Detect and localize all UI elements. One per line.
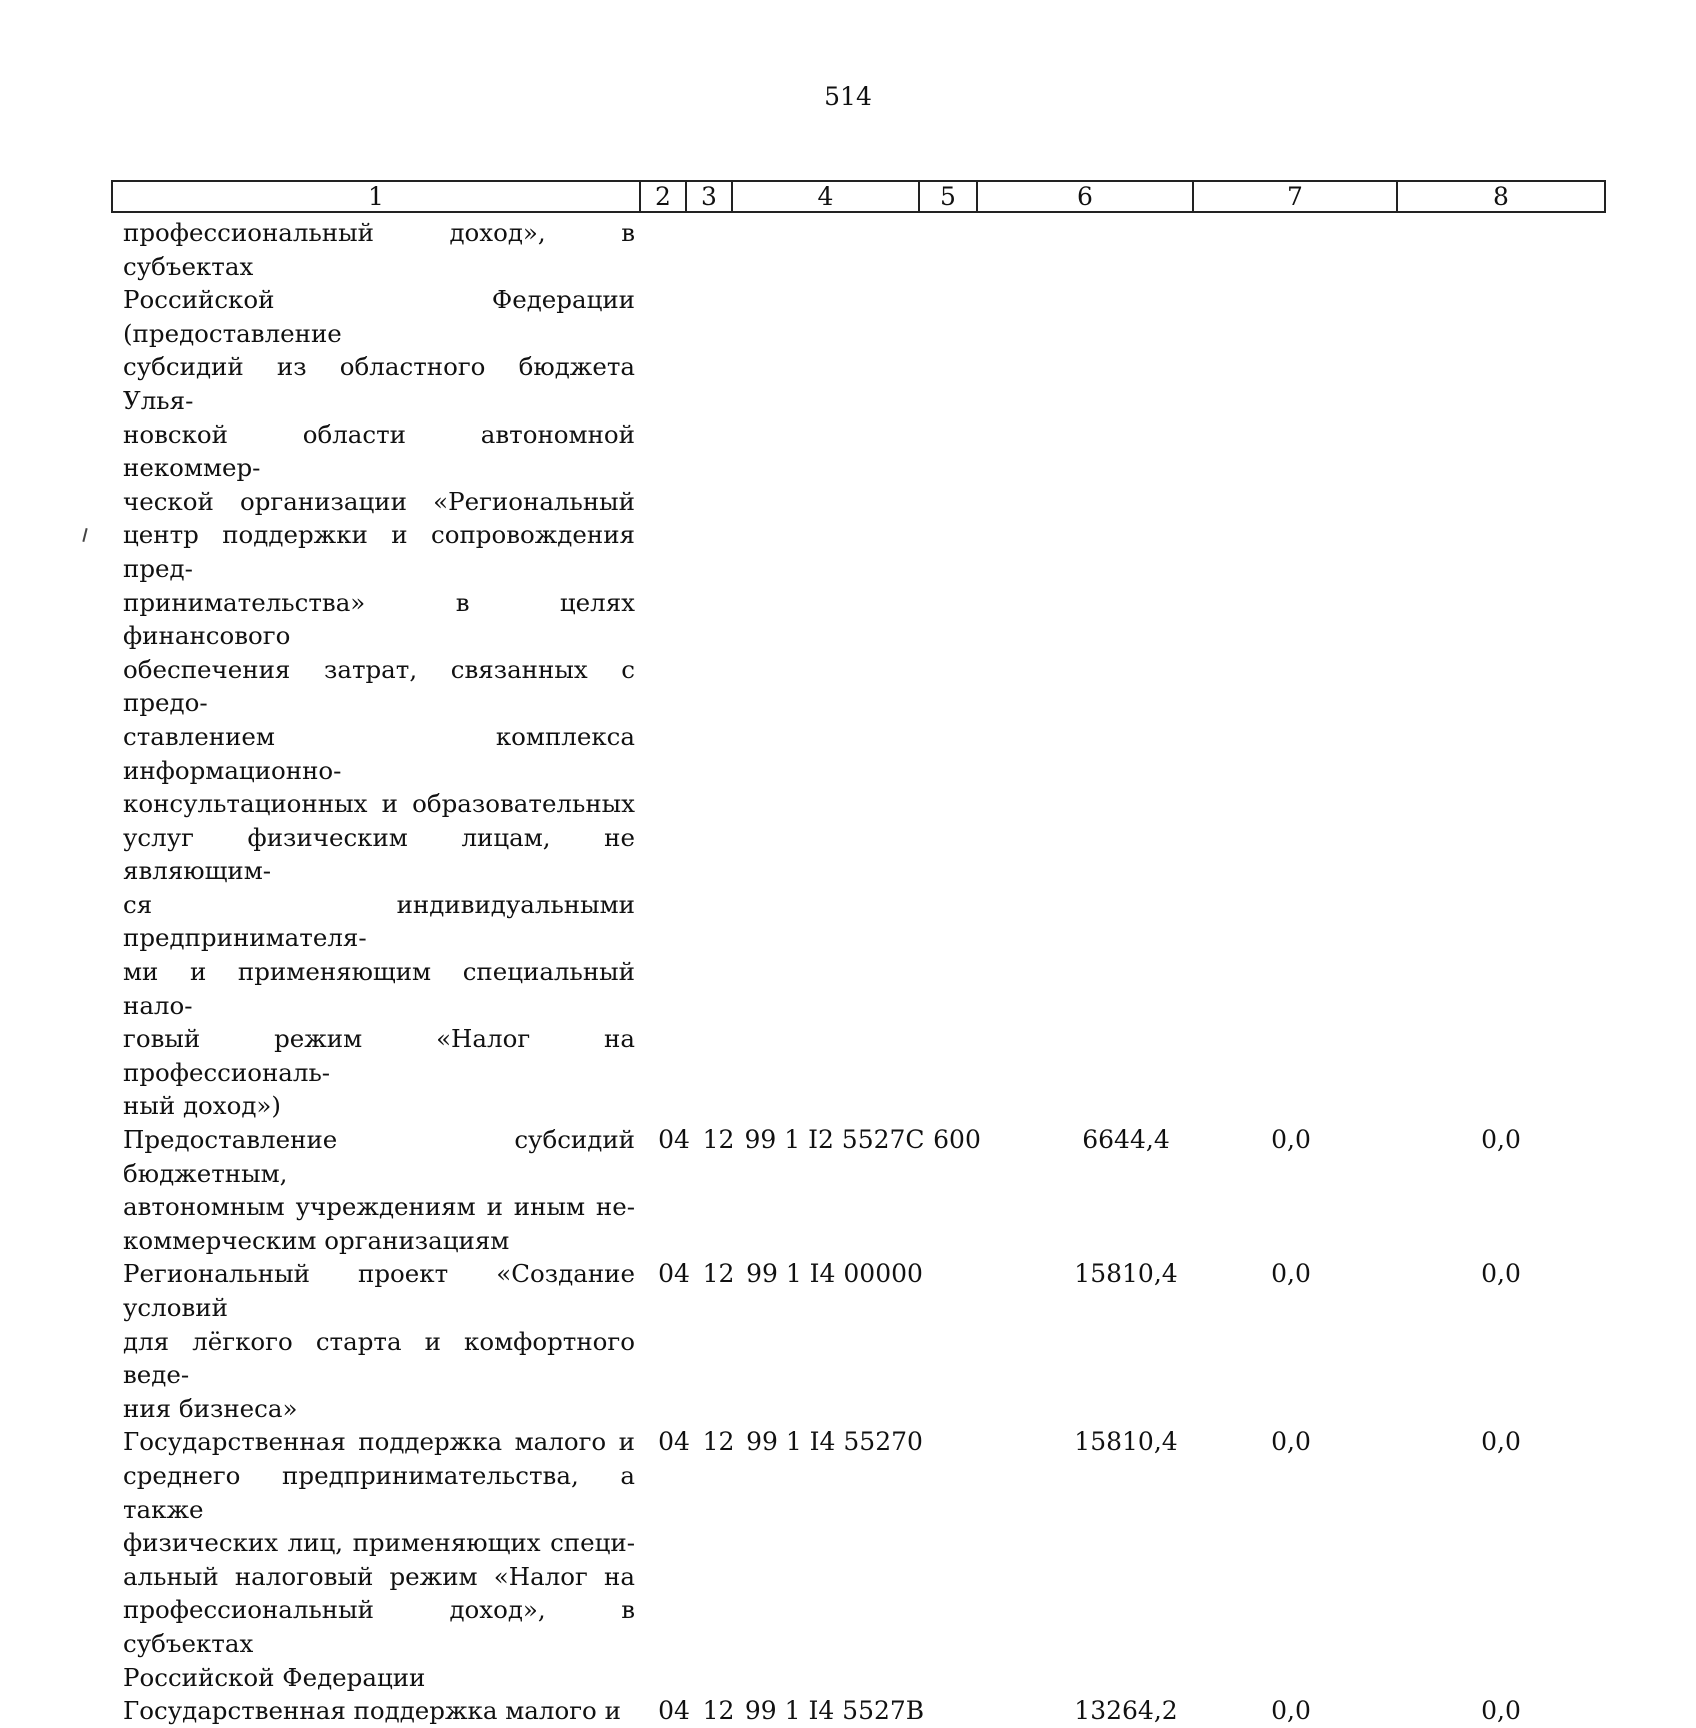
amount-col-7: 0,0 [1271,1125,1311,1155]
column-header-8: 8 [1397,181,1605,212]
description-line: профессиональный доход», в субъектах [123,1595,635,1658]
description-line: новской области автономной некоммер- [123,419,635,483]
description-line: Российской Федерации (предоставление [123,285,635,348]
description-line: субсидий из областного бюджета Улья- [123,352,635,415]
column-header-3: 3 [686,181,732,212]
column-header-4: 4 [732,181,919,212]
description-line: центр поддержки и сопровождения пред- [123,520,635,583]
target-article-code: 99 1 I4 5527В [744,1696,925,1726]
table-row [111,216,1604,1123]
table-row [111,1257,1604,1425]
description-line: альный налоговый режим «Налог на [123,1561,635,1591]
subsection-code: 12 [702,1125,735,1155]
column-header-2: 2 [640,181,686,212]
amount-col-6: 13264,2 [1074,1696,1178,1726]
row-description [123,1694,635,1728]
description-line: ставлением комплекса информационно- [123,721,635,785]
row-description [123,1257,635,1425]
subsection-code: 12 [702,1259,735,1289]
description-line: обеспечения затрат, связанных с предо- [123,654,635,718]
description-line: ся индивидуальными предпринимателя- [123,889,635,953]
section-code: 04 [658,1125,690,1155]
amount-col-8: 0,0 [1481,1696,1521,1726]
section-code: 04 [658,1696,690,1726]
column-header-5: 5 [919,181,977,212]
description-line: коммерческим организациям [123,1225,510,1255]
description-line: Российской Федерации [123,1662,426,1692]
amount-col-6: 15810,4 [1074,1427,1178,1457]
table-row [111,1425,1604,1694]
description-line: ния бизнеса» [123,1393,298,1423]
expense-type-code: 600 [933,1125,981,1155]
row-description [123,1123,635,1257]
page-number: 514 [824,82,872,111]
description-line: физических лиц, применяющих специ- [123,1528,635,1558]
section-code: 04 [658,1427,690,1457]
section-code: 04 [658,1259,690,1289]
subsection-code: 12 [702,1696,735,1726]
description-line: для лёгкого старта и комфортного веде- [123,1326,635,1390]
description-line: говый режим «Налог на профессиональ- [123,1024,635,1087]
column-header-7: 7 [1193,181,1397,212]
description-line: среднего предпринимательства, а также [123,1460,635,1524]
row-description [123,216,635,1123]
amount-col-7: 0,0 [1271,1696,1311,1726]
table-row [111,1694,1604,1728]
description-line: Государственная поддержка малого и [123,1427,635,1457]
description-line: ный доход») [123,1091,281,1121]
description-line: консультационных и образовательных [123,789,635,819]
subsection-code: 12 [702,1427,735,1457]
description-line: профессиональный доход», в субъектах [123,218,635,281]
amount-col-6: 6644,4 [1082,1125,1170,1155]
description-line: Предоставление субсидий бюджетным, [123,1125,635,1188]
target-article-code: 99 1 I4 00000 [746,1259,923,1289]
description-line: ми и применяющим специальный нало- [123,957,635,1020]
row-description [123,1425,635,1694]
table-row [111,1123,1604,1257]
description-line: услуг физическим лицам, не являющим- [123,822,635,886]
amount-col-8: 0,0 [1481,1427,1521,1457]
target-article-code: 99 1 I2 5527С [744,1125,925,1155]
description-line: Региональный проект «Создание условий [123,1259,635,1322]
target-article-code: 99 1 I4 55270 [746,1427,923,1457]
column-header-6: 6 [977,181,1193,212]
amount-col-7: 0,0 [1271,1259,1311,1289]
description-line: ческой организации «Региональный [123,486,635,516]
table-body [111,216,1604,1728]
table-header [111,180,1606,213]
description-line: автономным учреждениям и иным не- [123,1192,635,1222]
amount-col-8: 0,0 [1481,1125,1521,1155]
amount-col-6: 15810,4 [1074,1259,1178,1289]
description-line: принимательства» в целях финансового [123,587,635,651]
description-line: Государственная поддержка малого и [123,1696,621,1726]
scan-mark [82,528,87,542]
column-header-1: 1 [112,181,640,212]
amount-col-8: 0,0 [1481,1259,1521,1289]
amount-col-7: 0,0 [1271,1427,1311,1457]
